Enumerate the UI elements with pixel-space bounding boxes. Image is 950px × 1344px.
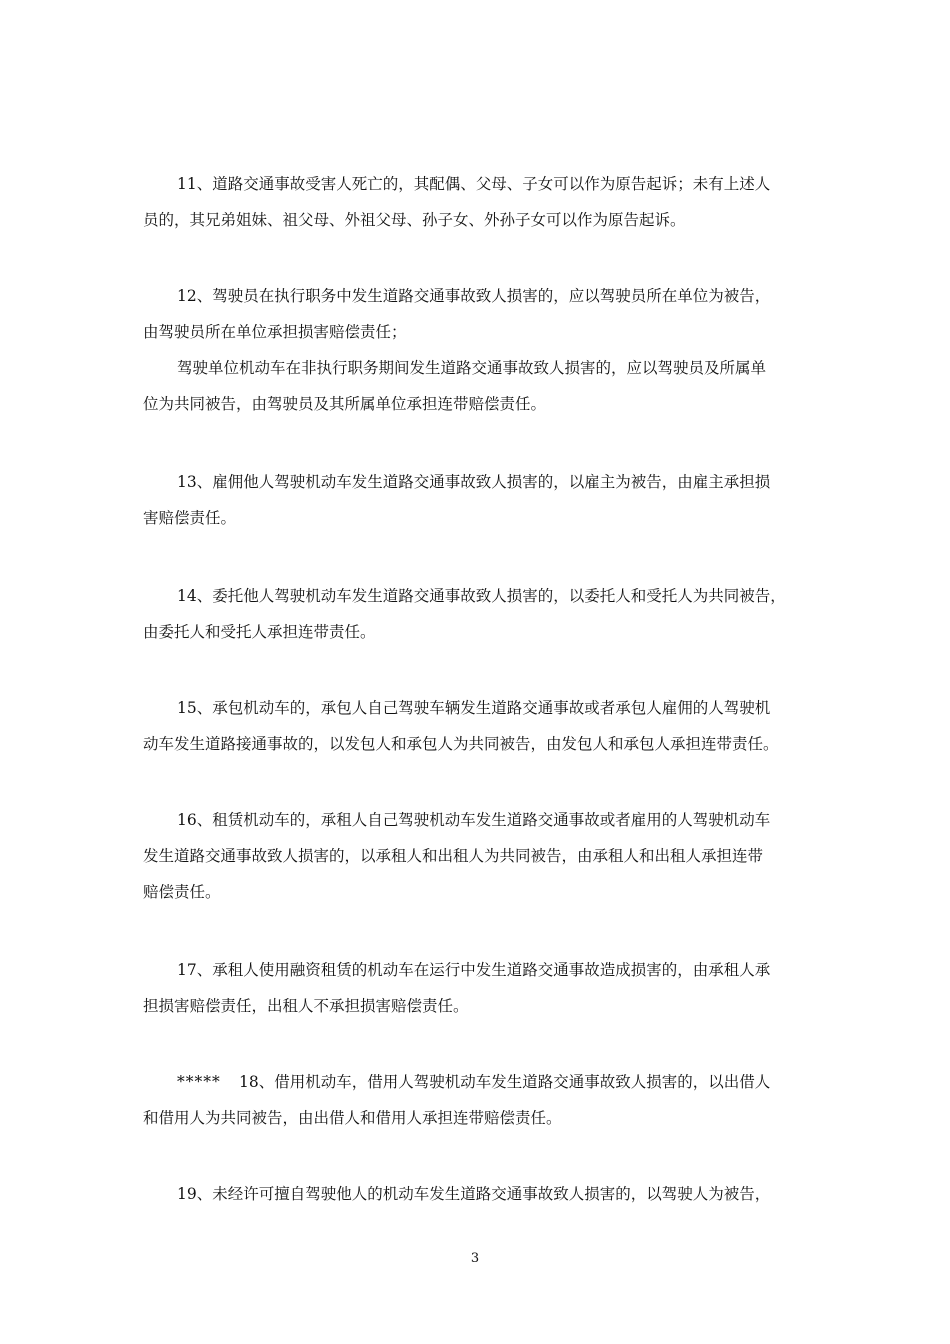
paragraph-16 <box>143 802 815 910</box>
paragraph-12 <box>143 278 815 422</box>
paragraph-13 <box>143 464 815 536</box>
text-line: 由驾驶员所在单位承担损害赔偿责任； <box>143 323 407 341</box>
text-line: 17、承租人使用融资租赁的机动车在运行中发生道路交通事故造成损害的，由承租人承 <box>177 961 771 979</box>
paragraph-19 <box>143 1176 815 1212</box>
paragraph-11 <box>143 166 815 238</box>
text-line: 15、承包机动车的，承包人自己驾驶车辆发生道路交通事故或者承包人雇佣的人驾驶机 <box>177 699 771 717</box>
paragraph-17 <box>143 952 815 1024</box>
text-line: 由委托人和受托人承担连带责任。 <box>143 623 376 641</box>
paragraph-15 <box>143 690 815 762</box>
text-line-content: 18、借用机动车，借用人驾驶机动车发生道路交通事故致人损害的，以出借人 <box>239 1073 771 1091</box>
asterisk-marker: ***** <box>177 1073 221 1091</box>
text-line: 发生道路交通事故致人损害的，以承租人和出租人为共同被告，由承租人和出租人承担连带 <box>143 847 764 865</box>
text-line: 16、租赁机动车的，承租人自己驾驶机动车发生道路交通事故或者雇用的人驾驶机动车 <box>177 811 771 829</box>
text-line: 动车发生道路接通事故的，以发包人和承包人为共同被告，由发包人和承包人承担连带责任。 <box>143 735 779 753</box>
text-line: 位为共同被告，由驾驶员及其所属单位承担连带赔偿责任。 <box>143 395 547 413</box>
text-line: 11、道路交通事故受害人死亡的，其配偶、父母、子女可以作为原告起诉；未有上述人 <box>177 175 771 193</box>
text-line: 和借用人为共同被告，由出借人和借用人承担连带赔偿责任。 <box>143 1109 562 1127</box>
page-number: 3 <box>470 1251 480 1266</box>
text-line: 员的，其兄弟姐妹、祖父母、外祖父母、孙子女、外孙子女可以作为原告起诉。 <box>143 211 686 229</box>
text-line: 驾驶单位机动车在非执行职务期间发生道路交通事故致人损害的，应以驾驶员及所属单 <box>177 359 767 377</box>
text-line: 19、未经许可擅自驾驶他人的机动车发生道路交通事故致人损害的，以驾驶人为被告， <box>177 1185 771 1203</box>
paragraph-18 <box>143 1064 815 1136</box>
text-line: 12、驾驶员在执行职务中发生道路交通事故致人损害的，应以驾驶员所在单位为被告， <box>177 287 771 305</box>
text-line: 害赔偿责任。 <box>143 509 237 527</box>
text-line: 担损害赔偿责任，出租人不承担损害赔偿责任。 <box>143 997 469 1015</box>
paragraph-14 <box>143 578 815 650</box>
text-line: 14、委托他人驾驶机动车发生道路交通事故致人损害的，以委托人和受托人为共同被告， <box>177 587 786 605</box>
text-line <box>143 1064 815 1100</box>
text-line: 赔偿责任。 <box>143 883 221 901</box>
text-line: 13、雇佣他人驾驶机动车发生道路交通事故致人损害的，以雇主为被告，由雇主承担损 <box>177 473 771 491</box>
